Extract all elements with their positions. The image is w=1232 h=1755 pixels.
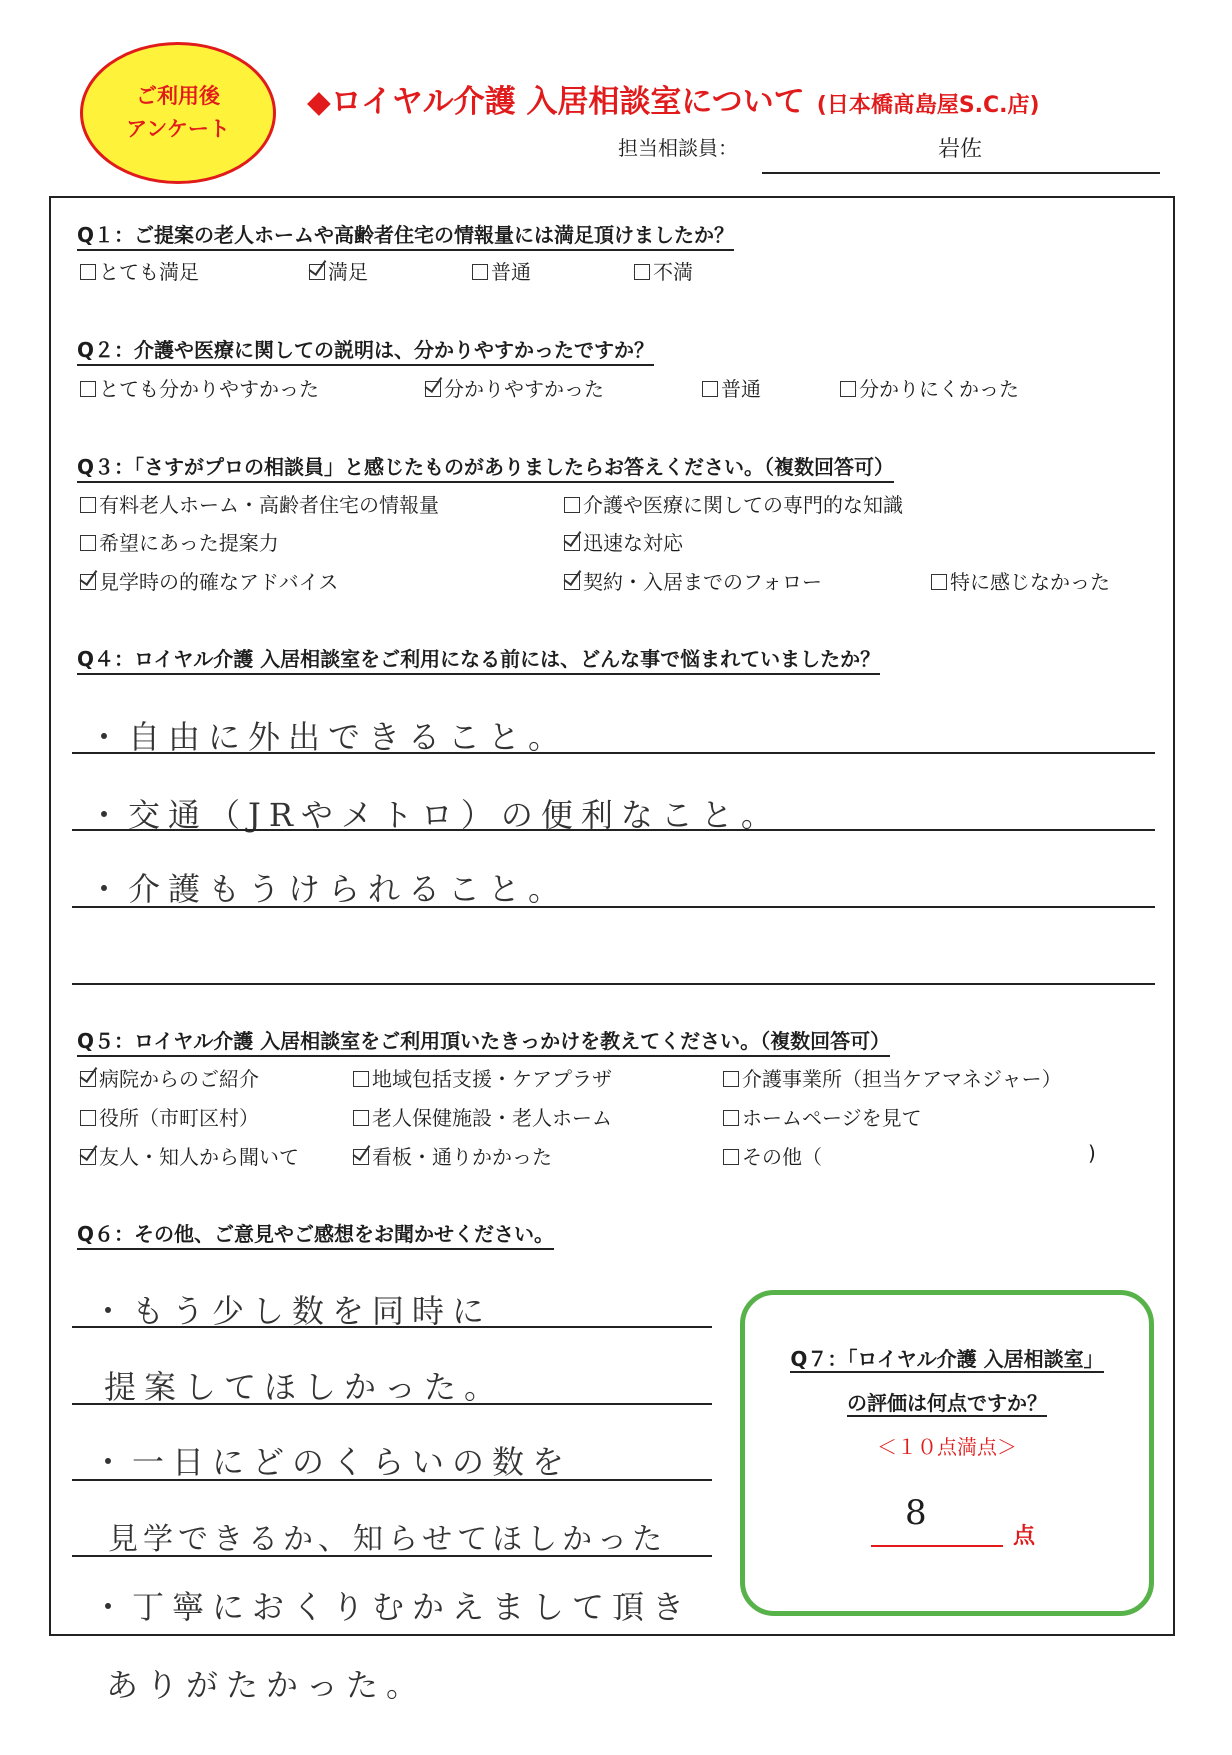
checkbox-checked[interactable] (353, 1149, 369, 1165)
q3-option-follow-up[interactable]: 契約・入居までのフォロー (564, 566, 822, 595)
q5-option-signboard[interactable]: 看板・通りかかった (353, 1141, 552, 1170)
q7-rating-box (740, 1290, 1154, 1616)
q5-option-homepage[interactable]: ホームページを見て (723, 1102, 922, 1131)
q7-question-line1: Q７：「ロイヤル介護 入居相談室」 (790, 1347, 1104, 1371)
page-title (307, 76, 1040, 121)
checkbox-checked[interactable] (80, 1071, 96, 1087)
q3-option-none[interactable]: 特に感じなかった (931, 566, 1110, 595)
q7-question-line2: の評価は何点ですか？ (847, 1391, 1047, 1415)
title-store: (日本橋髙島屋S.C.店) (816, 93, 1040, 118)
q7-score-unit: 点 (1013, 1524, 1036, 1549)
checkbox-checked[interactable] (564, 574, 580, 590)
q6-question: Q６：その他、ご意見やご感想をお聞かせください。 (77, 1218, 554, 1250)
checkbox-checked[interactable] (425, 381, 441, 397)
q6-answer-line: ・丁寧におくりむかえまして頂き (92, 1588, 693, 1626)
answer-rule (72, 983, 1155, 985)
q1-option-unsatisfied[interactable]: 不満 (634, 256, 693, 285)
checkbox[interactable] (80, 264, 96, 280)
q5-option-hospital[interactable]: 病院からのご紹介 (80, 1063, 259, 1092)
q5-question: Q５：ロイヤル介護 入居相談室をご利用頂いたきっかけを教えてください。（複数回答可） (77, 1025, 890, 1057)
q6-answer-line: ・もう少し数を同時に (92, 1292, 493, 1330)
answer-rule (72, 1555, 712, 1557)
q7-score[interactable]: 8 (905, 1493, 927, 1533)
q2-option-very-clear[interactable]: とても分かりやすかった (80, 373, 319, 402)
answer-rule (72, 829, 1155, 831)
q2-option-clear[interactable]: 分かりやすかった (425, 373, 604, 402)
badge-line2: アンケート (126, 117, 230, 141)
checkbox[interactable] (472, 264, 488, 280)
q3-option-proposal[interactable]: 希望にあった提案力 (80, 527, 279, 556)
q2-option-normal[interactable]: 普通 (702, 373, 761, 402)
q5-option-other[interactable]: その他（ (723, 1141, 822, 1170)
answer-rule (72, 1403, 712, 1405)
survey-badge (80, 42, 276, 184)
q4-question: Q４：ロイヤル介護 入居相談室をご利用になる前には、どんな事で悩まれていましたか？ (77, 643, 880, 675)
q5-option-friend[interactable]: 友人・知人から聞いて (80, 1141, 299, 1170)
q4-answer-line: ・自由に外出できること。 (88, 718, 569, 756)
checkbox[interactable] (702, 381, 718, 397)
checkbox[interactable] (353, 1071, 369, 1087)
consultant-name: 岩佐 (938, 137, 983, 162)
q6-answer-line: ・一日にどのくらいの数を (92, 1443, 573, 1481)
consultant-label: 担当相談員： (618, 136, 738, 160)
q3-option-info-volume[interactable]: 有料老人ホーム・高齢者住宅の情報量 (80, 489, 439, 518)
q1-option-normal[interactable]: 普通 (472, 256, 531, 285)
badge-line1: ご利用後 (136, 84, 220, 108)
q5-option-care-office[interactable]: 介護事業所（担当ケアマネジャー） (723, 1063, 1062, 1092)
checkbox[interactable] (80, 381, 96, 397)
checkbox[interactable] (80, 497, 96, 513)
answer-rule (72, 906, 1155, 908)
q6-answer-line: 見学できるか、知らせてほしかった (108, 1522, 668, 1557)
q4-answer-line: ・交通（JRやメトロ）の便利なこと。 (88, 796, 781, 834)
checkbox[interactable] (80, 1110, 96, 1126)
q2-option-unclear[interactable]: 分かりにくかった (840, 373, 1019, 402)
q7-scale-note: ＜１０点満点＞ (877, 1435, 1017, 1459)
q1-option-satisfied[interactable]: 満足 (309, 256, 368, 285)
answer-rule (72, 1326, 712, 1328)
q3-option-tour-advice[interactable]: 見学時の的確なアドバイス (80, 566, 338, 595)
q5-option-facility[interactable]: 老人保健施設・老人ホーム (353, 1102, 612, 1131)
checkbox-checked[interactable] (564, 535, 580, 551)
checkbox[interactable] (634, 264, 650, 280)
q5-option-government[interactable]: 役所（市町区村） (80, 1102, 259, 1131)
checkbox-checked[interactable] (80, 1149, 96, 1165)
q6-answer-line: 提案してほしかった。 (104, 1368, 505, 1406)
q1-question: Q１：ご提案の老人ホームや高齢者住宅の情報量には満足頂けましたか？ (77, 219, 734, 251)
answer-rule (72, 752, 1155, 754)
q2-question: Q２：介護や医療に関しての説明は、分かりやすかったですか？ (77, 334, 654, 366)
q4-answer-line: ・介護もうけられること。 (88, 870, 569, 908)
q5-option-community[interactable]: 地域包括支援・ケアプラザ (353, 1063, 612, 1092)
q6-answer-line: ありがたかった。 (106, 1666, 427, 1704)
q3-option-expert-knowledge[interactable]: 介護や医療に関しての専門的な知識 (564, 489, 903, 518)
checkbox[interactable] (353, 1110, 369, 1126)
checkbox[interactable] (840, 381, 856, 397)
consultant-underline (762, 172, 1160, 174)
checkbox[interactable] (723, 1110, 739, 1126)
checkbox[interactable] (723, 1149, 739, 1165)
q5-other-close: ) (1088, 1141, 1096, 1165)
checkbox[interactable] (564, 497, 580, 513)
answer-rule (72, 1479, 712, 1481)
q3-option-quick-response[interactable]: 迅速な対応 (564, 527, 683, 556)
q7-score-underline (871, 1545, 1003, 1547)
q1-option-very-satisfied[interactable]: とても満足 (80, 256, 199, 285)
checkbox[interactable] (723, 1071, 739, 1087)
checkbox-checked[interactable] (309, 264, 325, 280)
checkbox-checked[interactable] (80, 574, 96, 590)
title-main: ◆ロイヤル介護 入居相談室について (307, 84, 805, 120)
q3-question: Q３：「さすがプロの相談員」と感じたものがありましたらお答えください。（複数回答可） (77, 451, 894, 483)
checkbox[interactable] (80, 535, 96, 551)
checkbox[interactable] (931, 574, 947, 590)
